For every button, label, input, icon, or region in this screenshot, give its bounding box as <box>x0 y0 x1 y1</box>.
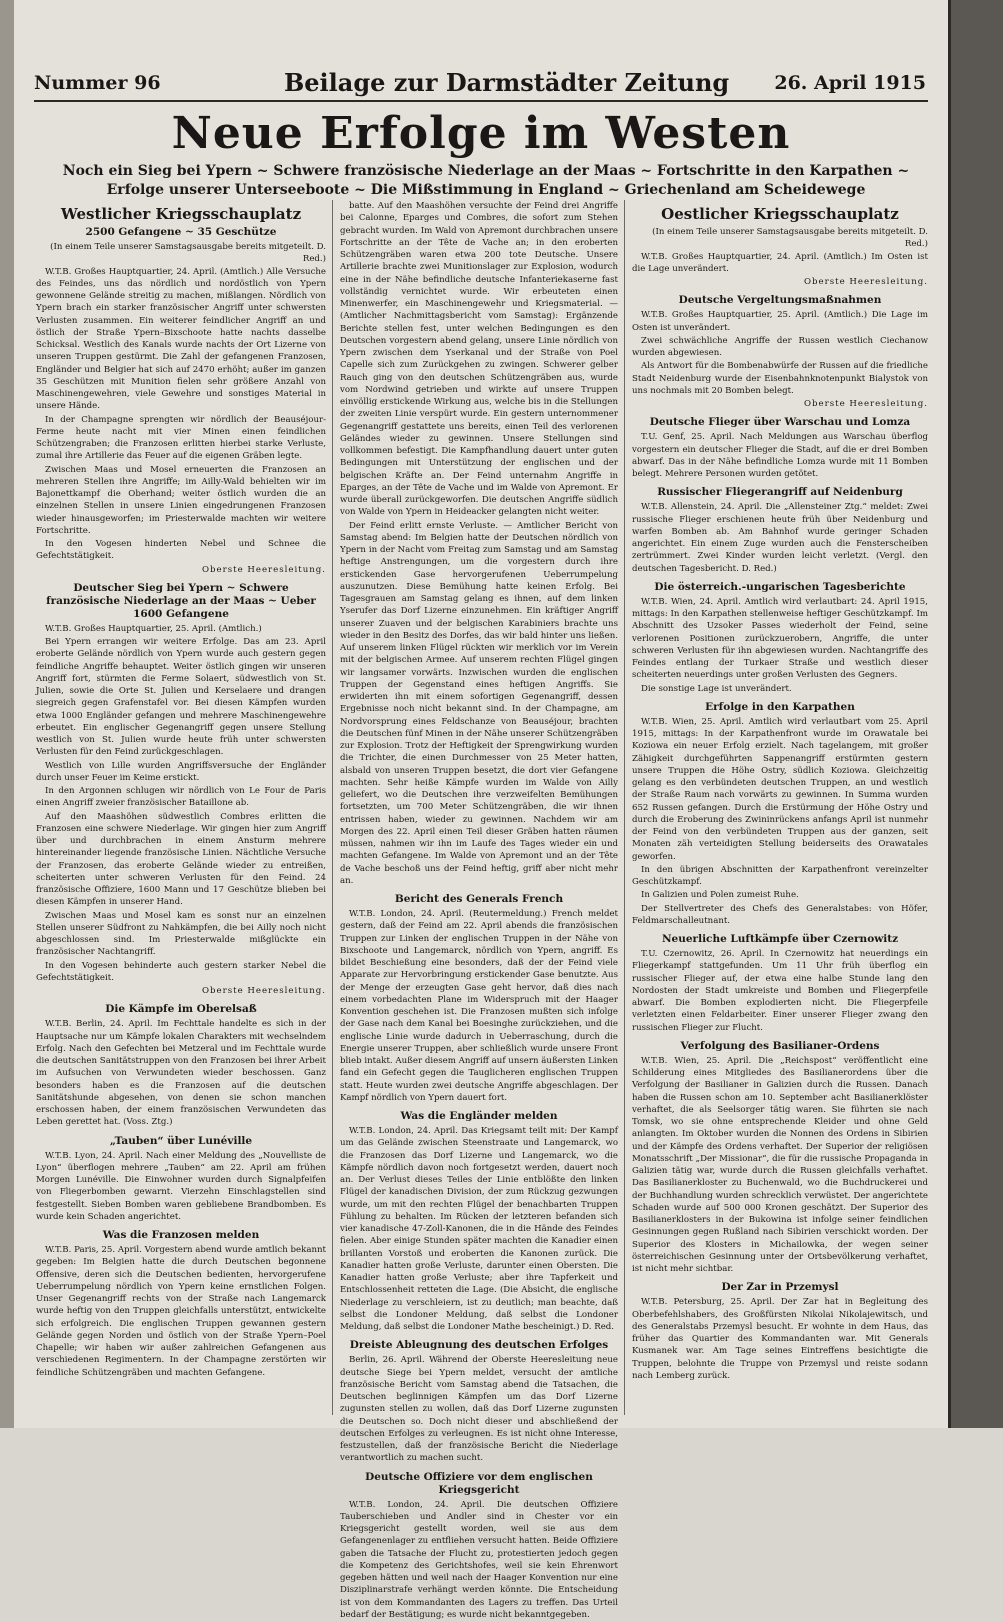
column-left <box>36 200 326 1418</box>
section-title-western-front: Westlicher Kriegsschauplatz <box>36 206 326 223</box>
article-paragraph: Zwischen Maas und Mosel erneuerten die Franzosen an mehreren Stellen ihre Angriffe; im Ailly-Wald behielten wir im Bajonettkampf die Oberhand; weiter östlich wurden die an einzelnen Stellen in unsere Linien eingedrungenen Franzosen wieder hinausgeworfen; im Priesterwalde machten wir weitere Fortschritte. <box>36 464 326 538</box>
article-paragraph: Als Antwort für die Bombenabwürfe der Russen auf die friedliche Stadt Neidenburg wurde der Eisenbahnknotenpunkt Bialystok von uns nochmals mit 20 Bomben belegt. <box>632 360 928 397</box>
article-paragraph: W.T.B. Berlin, 24. April. Im Fechttale handelte es sich in der Hauptsache nur um Kämpfe lokalen Charakters mit wechselndem Erfolg. Nach den Gefechten bei Metzeral und im Fechttale wurde die deutschen Sanitätstruppen von den Franzosen bei ihrer Arbeit im Aufsuchen von Verwundeten wieder beschossen. Ganz besonders haben es die Franzosen auf die deutschen Sanitätshunde abgesehen, von denen sie schon manchen erschossen haben, der einem französischen Verwundeten das Leben gerettet hat. (Voss. Ztg.) <box>36 1018 326 1128</box>
article-title: Erfolge in den Karpathen <box>632 701 928 714</box>
article-paragraph: W.T.B. Allenstein, 24. April. Die „Allensteiner Ztg.“ meldet: Zwei russische Flieger erschienen heute früh über Neidenburg und warfen Bomben ab. Am Bahnhof wurde geringer Schaden angerichtet. Ein einem Zuge wurden auch die Fensterscheiben zertrümmert. Zwei Kinder wurden leicht verletzt. (Vergl. den deutschen Tagesbericht. D. Red.) <box>632 501 928 575</box>
signature: Oberste Heeresleitung. <box>36 564 326 576</box>
column-divider <box>624 200 625 1415</box>
article-paragraph: Der Feind erlitt ernste Verluste. — Amtlicher Bericht von Samstag abend: Im Belgien hatte der Deutschen nördlich von Ypern in der Nacht vom Freitag zum Samstag und am Samstag heftige Anstrengungen, um die vorgestern durch ihre erstickenden Gase hervorgerufenen Ueberrumpelung auszunutzen. Diese Bemühung hatte keinen Erfolg. Bei Tagesgrauen am Samstag gelang es ihnen, auf dem linken Yserufer das Dorf Lizerne einzunehmen. Ein kräftiger Angriff unserer Zuaven und der belgischen Karabiniers brachte uns wieder in den Besitz des Dorfes, das wir bald hinter uns ließen. Auf unserem linken Flügel rückten wir merklich vor im Verein mit der belgischen Armee. Auf unserem rechten Flügel gingen wir langsamer vorwärts. Inzwischen wurden die englischen Truppen der Gegenstand eines heftigen Angriffs. Sie erwiderten ihn mit einem sofortigen Gegenangriff, dessen Ergebnisse noch nicht bekannt sind. In der Champagne, am Nordvorsprung eines Feldschanze von Beauséjour, brachten die Deutschen fünf Minen in der Nähe unserer Schützengräben zur Explosion. Trotz der Heftigkeit der Sprengwirkung wurden die Trichter, die einen Durchmesser von 25 Meter hatten, alsbald von unseren Truppen besetzt, die dort vier Gefangene machten. Sehr heiße Kämpfe wurden im Walde von Ailly geliefert, wo die Deutschen ihre verzweifelten Bemühungen fortsetzten, um 700 Meter Schützengräben, die wir ihnen entrissen haben, wieder zu gewinnen. Nachdem wir am Morgen des 22. April einen Teil dieser Gräben hatten räumen müssen, nahmen wir ihn im Laufe des Tages wieder ein und machten Gefangene. Im Walde von Apremont und an der Tête de Vache beschoß uns der Feind heftig, griff aber nicht mehr an. <box>340 520 618 888</box>
article-title: Der Zar in Przemysl <box>632 1281 928 1294</box>
section-subtitle: 2500 Gefangene ~ 35 Geschütze <box>36 226 326 239</box>
article-title: „Tauben“ über Lunéville <box>36 1135 326 1148</box>
article-paragraph: Der Stellvertreter des Chefs des Generalstabes: von Höfer, Feldmarschalleutnant. <box>632 903 928 928</box>
article-paragraph: Zwischen Maas und Mosel kam es sonst nur an einzelnen Stellen unserer Südfront zu Nahkämpfen, die bei Ailly noch nicht abgeschlossen sind. Im Priesterwalde mißglückte ein französischer Nachtangriff. <box>36 910 326 959</box>
column-middle <box>340 200 618 1418</box>
newspaper-name: Beilage zur Darmstädter Zeitung <box>284 68 729 97</box>
issue-number: Nummer 96 <box>34 72 161 94</box>
article-title: Was die Engländer melden <box>340 1110 618 1123</box>
article-paragraph: In den Vogesen hinderten Nebel und Schnee die Gefechtstätigkeit. <box>36 538 326 563</box>
article-title: Was die Franzosen melden <box>36 1229 326 1242</box>
article-paragraph: Westlich von Lille wurden Angriffsversuche der Engländer durch unser Feuer im Keime erstickt. <box>36 760 326 785</box>
masthead <box>34 68 926 102</box>
article-paragraph: W.T.B. Großes Hauptquartier, 24. April. (Amtlich.) Im Osten ist die Lage unverändert. <box>632 251 928 276</box>
article-paragraph: W.T.B. Wien, 25. April. Die „Reichspost“ veröffentlicht eine Schilderung eines Mitgliedes des Basilianerordens über die Verfolgung der Basilianer in Galizien durch die Russen. Danach haben die Russen schon am 10. September acht Basilianerklöster verhaftet, die als Seelsorger tätig waren. Sie führten sie nach Tomsk, wo sie ohne entsprechende Kleider und ohne Geld anlangten. Im Oktober wurden die Nonnen des Ordens in Sibirien und der Kämpfe des Ordens verhaftet. Der Superior der religiösen Monatsschrift „Der Missionar“, die für die russische Propaganda in Galizien tätig war, wurde durch die Russen gleichfalls verhaftet. Das Basilianerkloster zu Buchenwald, wo die Buchdruckerei und der Buchhandlung wurden schrecklich verwüstet. Der angerichtete Schaden wurde auf 500 000 Kronen geschätzt. Der Superior des Basilianerklosters in der Bukowina ist infolge seiner feindlichen Gesinnungen gegen Rußland nach Sibirien verschickt worden. Der Superior des Klosters in Michailowka, der wegen seiner österreichischen Gesinnung unter der Ortsbevölkerung verhaftet, ist nicht mehr sichtbar. <box>632 1055 928 1276</box>
article-title: Deutsche Vergeltungsmaßnahmen <box>632 294 928 307</box>
article-title: Dreiste Ableugnung des deutschen Erfolges <box>340 1339 618 1352</box>
article-paragraph: T.U. Genf, 25. April. Nach Meldungen aus Warschau überflog vorgestern ein deutscher Flieger die Stadt, auf die er drei Bomben abwarf. Das in der Nähe befindliche Lomza wurde mit 11 Bomben belegt. Mehrere Personen wurden getötet. <box>632 431 928 480</box>
article-title: Neuerliche Luftkämpfe über Czernowitz <box>632 933 928 946</box>
article-paragraph: In den Argonnen schlugen wir nördlich von Le Four de Paris einen Angriff zweier französischer Bataillone ab. <box>36 785 326 810</box>
article-paragraph: W.T.B. Großes Hauptquartier, 24. April. (Amtlich.) Alle Versuche des Feindes, uns das nördlich und nordöstlich von Ypern gewonnene Gelände streitig zu machen, mißlangen. Nördlich von Ypern brach ein starker französischer Angriff unter schwersten Verlusten zusammen. Ein weiterer feindlicher Angriff an und östlich der Straße Ypern–Bixschoote hatte nachts dasselbe Schicksal. Westlich des Kanals wurde nachts der Ort Lizerne von unseren Truppen gestürmt. Die Zahl der gefangenen Franzosen, Engländer und Belgier hat sich auf 2470 erhöht; außer im ganzen 35 Geschützen mit Munition fielen sehr größere Anzahl von Maschinengewehren, viele Gewehre und sonstiges Material in unsere Hände. <box>36 266 326 413</box>
article-title: Die österreich.-ungarischen Tagesberichte <box>632 581 928 594</box>
article-paragraph: Berlin, 26. April. Während der Oberste Heeresleitung neue deutsche Siege bei Ypern meldet, versucht der amtliche französische Bericht vom Samstag abend die Tatsachen, die Deutschen beglinnigen Kämpfen um das Dorf Lizerne zugunsten stellen zu wollen, daß das Dorf Lizerne zugunsten die Deutschen so. Doch nicht dieser und abschließend der deutschen Erfolges zu verleugnen. Es ist nicht ohne Interesse, festzustellen, daß der französische Bericht die Niederlage verantwortlich zu machen sucht. <box>340 1354 618 1464</box>
article-title: Bericht des Generals French <box>340 893 618 906</box>
article-paragraph: W.T.B. Lyon, 24. April. Nach einer Meldung des „Nouvelliste de Lyon“ überflogen mehrere „Tauben“ am 22. April am frühen Morgen Lunéville. Die Einwohner wurden durch Signalpfeifen von Fliegerbomben gewarnt. Vierzehn Einschlagstellen sind festgestellt. Sieben Bomben waren gebliebene Brandbomben. Es wurde kein Schaden angerichtet. <box>36 1150 326 1224</box>
article-title: Verfolgung des Basilianer-Ordens <box>632 1040 928 1053</box>
masthead-rule <box>34 100 928 102</box>
newspaper-page <box>14 0 948 1428</box>
article-paragraph: Auf den Maashöhen südwestlich Combres erlitten die Franzosen eine schwere Niederlage. Wir gingen hier zum Angriff über und durchbrachen in einem Ansturm mehrere hintereinander liegende französische Linien. Nächtliche Versuche der Franzosen, das eroberte Gelände wieder zu entreißen, scheiterten unter schweren Verlusten für den Feind. 24 französische Offiziere, 1600 Mann und 17 Geschütze blieben bei diesen Kämpfen in unserer Hand. <box>36 811 326 909</box>
article-paragraph: W.T.B. London, 24. April. Die deutschen Offiziere Tauberschieben und Andler sind in Chester vor ein Kriegsgericht gestellt worden, weil sie aus dem Gefangenenlager zu entfliehen versucht hatten. Beide Offiziere gaben die Tatsache der Flucht zu, protestierten jedoch gegen die Kompetenz des Gerichtshofes, weil sie kein Ehrenwort gegeben hätten und weil nach der Haager Konvention nur eine Disziplinarstrafe verhängt werden könnte. Die Entscheidung ist von dem Kommandanten des Lagers zu treffen. Das Urteil bedarf der Bestätigung; es wurde nicht bekanntgegeben. <box>340 1499 618 1621</box>
column-divider <box>332 200 333 1415</box>
article-paragraph: In den Vogesen behinderte auch gestern starker Nebel die Gefechtstätigkeit. <box>36 960 326 985</box>
left-page-edge <box>0 0 14 1428</box>
article-paragraph: W.T.B. Großes Hauptquartier, 25. April. (Amtlich.) Die Lage im Osten ist unverändert. <box>632 309 928 334</box>
article-paragraph: W.T.B. Paris, 25. April. Vorgestern abend wurde amtlich bekannt gegeben: Im Belgien hatte die durch Deutschen begonnene Offensive, deren sich die Deutschen bedienten, hervorgerufene Ueberrumpelung nördlich von Ypern keine ernstlichen Folgen. Unser Gegenangriff rechts von der Straße nach Langemarck wurde heftig von den Truppen gleichfalls unterstützt, entwickelte sich erfolgreich. Die englischen Truppen gewannen gestern Gelände gegen Norden und östlich von der Straße Ypern–Poel Chapelle; wir haben wir außer zahlreichen Gefangenen aus verschiedenen Regimentern. In der Champagne zerstörten wir feindliche Schützengräben und machten Gefangene. <box>36 1244 326 1379</box>
article-paragraph: T.U. Czernowitz, 26. April. In Czernowitz hat neuerdings ein Fliegerkampf stattgefunden. Um 11 Uhr früh überflog ein russischer Flieger auf, der etwa eine halbe Stunde lang den Nordosten der Stadt umkreiste und Bomben und Fliegerpfeile abwarf. Die Bomben explodierten nicht. Die Fliegerpfeile verletzten einen Feldarbeiter. Einer unserer Flieger zwang den russischen Flieger zur Flucht. <box>632 948 928 1034</box>
signature: Oberste Heeresleitung. <box>632 276 928 288</box>
article-paragraph: W.T.B. Großes Hauptquartier, 25. April. (Amtlich.) <box>36 623 326 635</box>
main-headline: Neue Erfolge im Westen <box>14 108 948 159</box>
article-paragraph: Bei Ypern errangen wir weitere Erfolge. Das am 23. April eroberte Gelände nördlich von Ypern wurde auch gestern gegen feindliche Angriffe behauptet. Weiter östlich gingen wir unseren Angriff fort, stürmten die Ferme Solaert, südwestlich von St. Julien, sowie die Orte St. Julien und Kerselaere und drangen siegreich gegen Grafenstafel vor. Bei diesen Kämpfen wurden etwa 1000 Engländer gefangen und mehrere Maschinengewehre erbeutet. Ein englischer Gegenangriff gegen unsere Stellung westlich von St. Julien wurde heute früh unter schwersten Verlusten für den Feind zurückgeschlagen. <box>36 636 326 759</box>
article-title: Die Kämpfe im Oberelsaß <box>36 1003 326 1016</box>
editor-note: (In einem Teile unserer Samstagsausgabe bereits mitgeteilt. D. Red.) <box>36 241 326 266</box>
sub-headline: Noch ein Sieg bei Ypern ~ Schwere französische Niederlage an der Maas ~ Fortschritte in den Karpathen ~ Erfolge unserer Unterseeboote ~ Die Mißstimmung in England ~ Griechenland am Scheidewege <box>44 162 928 200</box>
article-paragraph: W.T.B. London, 24. April. (Reutermeldung.) French meldet gestern, daß der Feind am 22. April abends die französischen Truppen zur Linken der englischen Truppen in der Nähe von Bixschoote und Langemarck, nördlich von Ypern, angriff. Es bildet Beschießung eine besonders, daß der der Feind viele Apparate zur Hervorbringung erstickender Gase benutzte. Aus der Menge der erzeugten Gase geht hervor, daß dies nach einem vorbedachten Plane im Widerspruch mit der Haager Konvention geschehen ist. Die Franzosen mußten sich infolge der Gase nach dem Kanal bei Boesinghe zurückziehen, und die englische Linie wurde dadurch in Ueberraschung, durch die Energie unserer Truppen, aber schließlich wurde unsere Front blieb intakt. Außer diesem Angriff auf unsern äußersten Linken fand ein Gefecht gegen die Tauglicheren englischen Truppen statt. Heute wurden zwei deutsche Angriffe abgeschlagen. Der Kampf nördlich von Ypern dauert fort. <box>340 908 618 1104</box>
article-title: Russischer Fliegerangriff auf Neidenburg <box>632 486 928 499</box>
article-paragraph: batte. Auf den Maashöhen versuchte der Feind drei Angriffe bei Calonne, Eparges und Combres, die sofort zum Stehen gebracht wurden. Im Wald von Apremont durchbrachen unsere Fortschritte an der Tête de Vache an; in den eroberten Schützengräben waren etwa 200 tote Deutsche. Unsere Artillerie brachte zwei Munitionslager zur Explosion, wodurch eine in der Nähe befindliche deutsche Infanteriekaserne fast vollständig vernichtet wurde. Wir erbeuteten einen Minenwerfer, ein Maschinengewehr und Kriegsmaterial. — (Amtlicher Nachmittagsbericht vom Samstag): Ergänzende Berichte stellen fest, unter welchen Bedingungen es den Deutschen vorgestern abend gelang, unsere Linie nördlich von Ypern zwischen dem Yserkanal und der Straße von Poel Capelle sich zum Zurückgehen zu zwingen. Schwerer gelber Rauch ging von den deutschen Schützengräben aus, wurde vom Nordwind getrieben und wirkte auf unsere Truppen einvöllig erstickende Wirkung aus, welche bis in die Stellungen der zweiten Linie verspürt wurde. Ein gestern unternommener Gegenangriff gestattete uns bereits, einen Teil des verlorenen Geländes wieder zu gewinnen. Unsere Stellungen sind vollkommen befestigt. Die Kampfhandlung dauert unter guten Bedingungen mit Unterstützung der englischen und der belgischen Kräfte an. Der Feind unternahm Angriffe in Eparges, an der Tête de Vache und im Walde von Apremont. Er wurde überall zurückgeworfen. Die deutschen Angriffe südlich von Walde von Ypern in Heideacker gelangten nicht weiter. <box>340 200 618 519</box>
section-title-eastern-front: Oestlicher Kriegsschauplatz <box>632 206 928 223</box>
article-paragraph: Zwei schwächliche Angriffe der Russen westlich Ciechanow wurden abgewiesen. <box>632 335 928 360</box>
article-paragraph: Die sonstige Lage ist unverändert. <box>632 683 928 695</box>
editor-note: (In einem Teile unserer Samstagsausgabe bereits mitgeteilt. D. Red.) <box>632 226 928 251</box>
article-paragraph: In der Champagne sprengten wir nördlich der Beauséjour-Ferme heute nacht mit vier Minen einen feindlichen Schützengraben; die Franzosen erlitten hierbei starke Verluste, zumal ihre Artillerie das Feuer auf die eigenen Gräben legte. <box>36 414 326 463</box>
book-binding-edge <box>948 0 1003 1428</box>
article-paragraph: In den übrigen Abschnitten der Karpathenfront vereinzelter Geschützkampf. <box>632 864 928 889</box>
article-paragraph: W.T.B. Wien, 25. April. Amtlich wird verlautbart vom 25. April 1915, mittags: In der Karpathenfront wurde im Orawatale bei Koziowa ein neuer Erfolg erzielt. Nach tagelangem, mit großer Zähigkeit durchgeführten Sappenangriff erstürmten gestern unsere Truppen die Höhe Ostry, südlich Koziowa. Gleichzeitig gelang es den verbündeten deutschen Truppen, an und westlich der Straße Raum nach vorwärts zu gewinnen. In Summa wurden 652 Russen gefangen. Durch die Erstürmung der Höhe Ostry und durch die Eroberung des Zwininrückens anfangs April ist nunmehr der Feind von den verbündeten Truppen aus der ganzen, seit Monaten zäh verteidigten Stellung beiderseits des Orawatales geworfen. <box>632 716 928 863</box>
issue-date: 26. April 1915 <box>774 72 926 94</box>
article-paragraph: W.T.B. Wien, 24. April. Amtlich wird verlautbart: 24. April 1915, mittags: In den Karpathen stellenweise heftiger Geschützkampf. Im Abschnitt des Uzsoker Passes wiederholt der Feind, seine verlorenen Positionen zurückzuerobern, Angriffe, die unter schweren Verlusten für ihn abgewiesen wurden. Nachtangriffe des Feindes entlang der Turkaer Straße und westlich dieser scheiterten neuerdings unter großen Verlusten des Gegners. <box>632 596 928 682</box>
article-title: Deutsche Offiziere vor dem englischen Kriegsgericht <box>340 1471 618 1497</box>
article-paragraph: In Galizien und Polen zumeist Ruhe. <box>632 889 928 901</box>
article-title: Deutsche Flieger über Warschau und Lomza <box>632 416 928 429</box>
signature: Oberste Heeresleitung. <box>632 398 928 410</box>
signature: Oberste Heeresleitung. <box>36 985 326 997</box>
column-right <box>632 200 928 1418</box>
article-title: Deutscher Sieg bei Ypern ~ Schwere französische Niederlage an der Maas ~ Ueber 1600 Gefangene <box>36 582 326 621</box>
article-paragraph: W.T.B. Petersburg, 25. April. Der Zar hat in Begleitung des Oberbefehlshabers, des Großfürsten Nikolai Nikolajewitsch, und des Generalstabs Przemysl besucht. Er wohnte in dem Haus, das früher das Quartier des Kommandanten war. Mit Generals Kusmanek war. Am Tage seines Eintreffens besichtigte die Truppen, belohnte die Truppe von Przemysl und reiste sodann nach Lemberg zurück. <box>632 1296 928 1382</box>
article-paragraph: W.T.B. London, 24. April. Das Kriegsamt teilt mit: Der Kampf um das Gelände zwischen Steenstraate und Langemarck, wo die Franzosen das Dorf Lizerne und Langemarck, wo die Kämpfe nördlich davon noch fortgesetzt werden, dauert noch an. Der Verlust dieses Teiles der Linie entblößte den linken Flügel der kanadischen Division, der zum Rückzug gezwungen wurde, um mit den rechten Flügel der benachbarten Truppen Fühlung zu behalten. Im Rücken der letzteren befanden sich vier kanadische 47-Zoll-Kanonen, die in die Hände des Feindes fielen. Aber einige Stunden später machten die Kanadier einen brillanten Vorstoß und eroberten die Kanonen zurück. Die Kanadier hatten große Verluste, darunter einen Obersten. Die Kanadier hatten große Verluste; aber ihre Tapferkeit und Entschlossenheit retteten die Lage. (Die Absicht, die englische Niederlage zu verschleiern, ist zu deutlich; man beachte, daß selbst die Londoner Meldung, daß selbst die Londoner Meldung, daß selbst die Londoner Mathe bescheinigt.) D. Red. <box>340 1125 618 1333</box>
